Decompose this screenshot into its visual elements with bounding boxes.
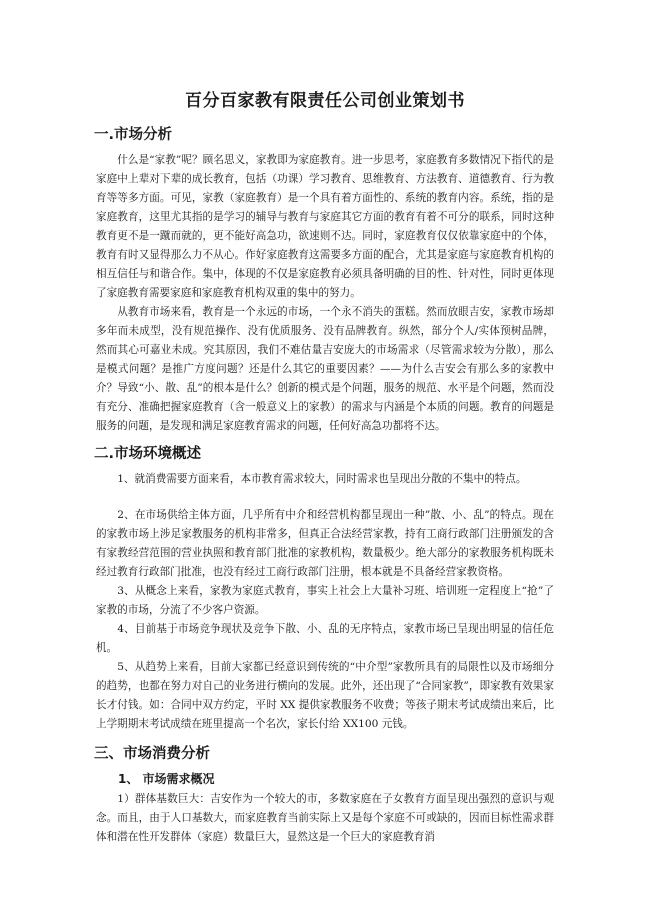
document-title: 百分百家教有限责任公司创业策划书: [185, 91, 465, 111]
paragraph: 什么是“家教”呢？顾名思义，家教即为家庭教育。进一步思考，家庭教育多数情况下指代的是家庭中上辈对下辈的成长教育，包括（功课）学习教育、思维教育、方法教育、道德教育、行为教育等等多方面。可见，家教（家庭教育）是一个具有着方面性的、系统的教育内容。系统，指的是家庭教育，这里尤其指的是学习的辅导与教育与家庭其它方面的教育有着不可分的联系，同时这种教育更不是一蹴而就的，更不能好高急功，欲速则不达。同时，家庭教育仅仅依靠家庭中的个体，教育有时又显得那么力不从心。作好家庭教育这需要多方面的配合，尤其是家庭与家庭教育机构的相互信任与和谐合作。集中，体现的不仅是家庭教育必须具备明确的目的性、针对性，同时更体现了家庭教育需要家庭和家庭教育机构双重的集中的努力。: [96, 154, 554, 299]
paragraph: 1）群体基数巨大：吉安作为一个较大的市，多数家庭在子女教育方面呈现出强烈的意识与观念。而且，由于人口基数大，而家庭教育当前实际上又是每个家庭不可或缺的，因而目标性需求群体和潜在性开发群体（家庭）数量巨大，显然这是一个巨大的家庭教育消: [96, 793, 554, 843]
section-heading-market-environment: 二.市场环境概述: [94, 446, 202, 462]
list-item: 4、目前基于市场竞争现状及竞争下散、小、乱的无序特点，家教市场已呈现出明显的信任危机。: [96, 623, 554, 654]
subsection-heading: 1、 市场需求概况: [118, 772, 215, 786]
section-heading-market-analysis: 一.市场分析: [94, 127, 173, 143]
paragraph: 从教育市场来看，教育是一个永远的市场，一个永不消失的蛋糕。然而放眼吉安，家教市场却多年而未成型，没有规范操作、没有优质服务、没有品牌教育。纵然，部分个人/实体预树品牌，然而其心可嘉业未成。究其原因，我们不难估量吉安庞大的市场需求（尽管需求较为分散），那么是模式问题？是推广方度问题？还是什么其它的重要因素？——为什么吉安会有那么多的家教中介？导致“小、散、乱”的根本是什么？创新的模式是个问题，服务的规范、水平是个问题，然而没有充分、准确把握家庭教育（含一般意义上的家教）的需求与内涵是个本质的问题。教育的问题是服务的问题，是发现和满足家庭教育需求的问题，任何好高急功都将不达。: [96, 306, 554, 432]
list-item: 1、就消费需要方面来看，本市教育需求较大，同时需求也呈现出分散的不集中的特点。: [117, 473, 527, 485]
section-heading-consumption-analysis: 三、市场消费分析: [94, 746, 210, 762]
list-item: 5、从趋势上来看，目前大家都已经意识到传统的“中介型”家教所具有的局限性以及市场细分的趋势，也都在努力对自己的业务进行横向的发展。此外，还出现了“合同家教”，即家教有效果家长才付钱。如：合同中双方约定，平时 XX 提供家教服务不收费；等孩子期末考试成绩出来后，比上学期期末考试成绩在班里提高一个名次，家长付给 XX100 元钱。: [96, 661, 554, 730]
list-item: 2、在市场供给主体方面，几乎所有中介和经营机构都呈现出一种”散、小、乱”的特点。现在的家教市场上涉足家教服务的机构非常多，但真正合法经营家教，持有工商行政部门注册颁发的含有家教经营范围的营业执照和教育部门批准的家教机构，数量极少。绝大部分的家教服务机构既未经过教育行政部门批准，也没有经过工商行政部门注册，根本就是不具备经营家教资格。: [96, 509, 554, 578]
list-item: 3、从概念上来看，家教为家庭式教育，事实上社会上大量补习班、培训班一定程度上“抢”了家教的市场，分流了不少客户资源。: [96, 585, 554, 616]
spacer: [96, 489, 554, 497]
